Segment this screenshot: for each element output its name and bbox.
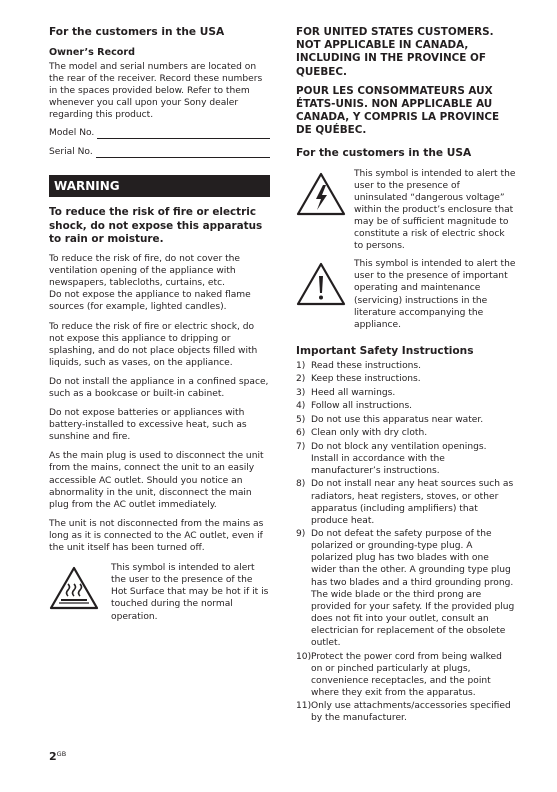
safety-list (296, 360, 516, 725)
safety-item-number: 11) (296, 701, 312, 712)
instructions-text: This symbol is intended to alert the user to the presence of important operating and maintenance (servicing) instructions in the literature accompanying the appliance. (354, 259, 516, 330)
safety-item-text: Keep these instructions. (311, 374, 421, 385)
owners-record-text: The model and serial numbers are located on the rear of the receiver. Record these numbers in the spaces provided below. Refer to them whenever you call upon your Sony dealer regarding this product. (49, 62, 263, 121)
french-customers-notice: POUR LES CONSOMMATEURS AUX ÉTATS-UNIS. NON APPLICABLE AU CANADA, Y COMPRIS LA PROVINCE DE QUÉBEC. (296, 84, 500, 137)
serial-field[interactable] (49, 146, 270, 158)
model-label: Model No. (49, 128, 95, 139)
safety-item-text: Heed all warnings. (311, 387, 396, 398)
paragraph-liquids: To reduce the risk of fire or electric shock, do not expose this appliance to dripping or splashing, and do not place objects filled with liquids, such as vases, on the appliance. (49, 321, 258, 368)
serial-line[interactable] (96, 147, 270, 158)
safety-item-text: Clean only with dry cloth. (311, 428, 428, 439)
safety-item (296, 478, 516, 526)
lightning-warning-icon (296, 172, 354, 253)
safety-item-text: Follow all instructions. (311, 401, 413, 412)
safety-item-number: 5) (296, 414, 306, 425)
hot-surface-text: This symbol is intended to alert the user to the presence of the Hot Surface that may be hot if it is touched during the normal operation. (111, 563, 269, 622)
safety-item (296, 528, 516, 649)
safety-item-number: 10) (296, 651, 312, 662)
safety-item (296, 700, 516, 724)
paragraph-main-plug: As the main plug is used to disconnect the unit from the mains, connect the unit to an easily accessible AC outlet. Should you notice an abnormality in the unit, disconnect the main plug from the AC outlet immediately. (49, 451, 264, 510)
paragraph-confined: Do not install the appliance in a confined space, such as a bookcase or built-in cabinet. (49, 376, 269, 400)
usa-heading: For the customers in the USA (49, 26, 225, 38)
safety-item-number: 3) (296, 387, 306, 398)
model-field[interactable] (49, 127, 270, 139)
safety-item (296, 400, 516, 412)
paragraph-ventilation: To reduce the risk of fire, do not cover the ventilation opening of the appliance with newspapers, tablecloths, curtains, etc. (49, 254, 240, 289)
page-number: $2^{GB}$ (49, 750, 67, 763)
safety-item-text: Do not block any ventilation openings. Install in accordance with the manufacturer’s instructions. (311, 441, 487, 476)
right-column (296, 26, 516, 724)
safety-item-text: Protect the power cord from being walked on or pinched particularly at plugs, convenience receptacles, and the point where they exit from the apparatus. (311, 651, 502, 698)
exclamation-warning-icon (296, 262, 354, 331)
safety-item (296, 414, 516, 426)
usa-heading-right: For the customers in the USA (296, 146, 472, 159)
safety-item (296, 441, 516, 477)
paragraph-flame: Do not expose the appliance to naked flame sources (for example, lighted candles). (49, 290, 251, 313)
safety-item-number: 6) (296, 428, 306, 439)
model-line[interactable] (97, 128, 270, 139)
safety-item-text: Do not defeat the safety purpose of the polarized or grounding-type plug. A polarized plug has two blades with one wider than the other. A grounding type plug has two blades and a third grounding prong. The wide blade or the third prong are provided for your safety. If the provided plug does not fit into your outlet, consult an electrician for replacement of the obsolete outlet. (311, 529, 515, 649)
left-column (49, 26, 270, 623)
serial-label: Serial No. (49, 147, 93, 158)
safety-item-text: Do not use this apparatus near water. (311, 414, 484, 425)
safety-item-text: Do not install near any heat sources such as radiators, heat registers, stoves, or other apparatus (including amplifiers) that produce heat. (311, 479, 514, 526)
voltage-text: This symbol is intended to alert the user to the presence of uninsulated “dangerous voltage” within the product’s enclosure that may be of sufficient magnitude to constitute a risk of electric shock to persons. (354, 168, 516, 252)
instructions-notice (296, 258, 516, 331)
voltage-notice (296, 168, 516, 253)
safety-item-number: 9) (296, 529, 306, 540)
warning-banner: WARNING (49, 175, 270, 197)
safety-item-text: Only use attachments/accessories specified by the manufacturer. (311, 701, 511, 724)
safety-item-number: 2) (296, 374, 306, 385)
safety-item-text: Read these instructions. (311, 360, 422, 371)
safety-item-number: 8) (296, 479, 306, 490)
warning-statement: To reduce the risk of fire or electric shock, do not expose this apparatus to rain or moisture. (49, 206, 263, 245)
safety-item-number: 1) (296, 360, 306, 371)
safety-item (296, 651, 516, 699)
safety-item (296, 427, 516, 439)
paragraph-disconnect: The unit is not disconnected from the mains as long as it is connected to the AC outlet, even if the unit itself has been turned off. (49, 518, 264, 554)
hot-surface-notice (49, 562, 270, 622)
hot-surface-icon (49, 566, 111, 622)
safety-item (296, 360, 516, 372)
us-customers-notice: FOR UNITED STATES CUSTOMERS. NOT APPLICABLE IN CANADA, INCLUDING IN THE PROVINCE OF QUEBEC. (296, 26, 494, 78)
paragraph-batteries: Do not expose batteries or appliances with battery-installed to excessive heat, such as sunshine and fire. (49, 408, 247, 443)
safety-item-number: 4) (296, 401, 306, 412)
safety-item (296, 387, 516, 399)
owners-record-heading: Owner’s Record (49, 47, 135, 58)
safety-heading: Important Safety Instructions (296, 344, 474, 357)
safety-item-number: 7) (296, 441, 306, 452)
safety-item (296, 373, 516, 385)
